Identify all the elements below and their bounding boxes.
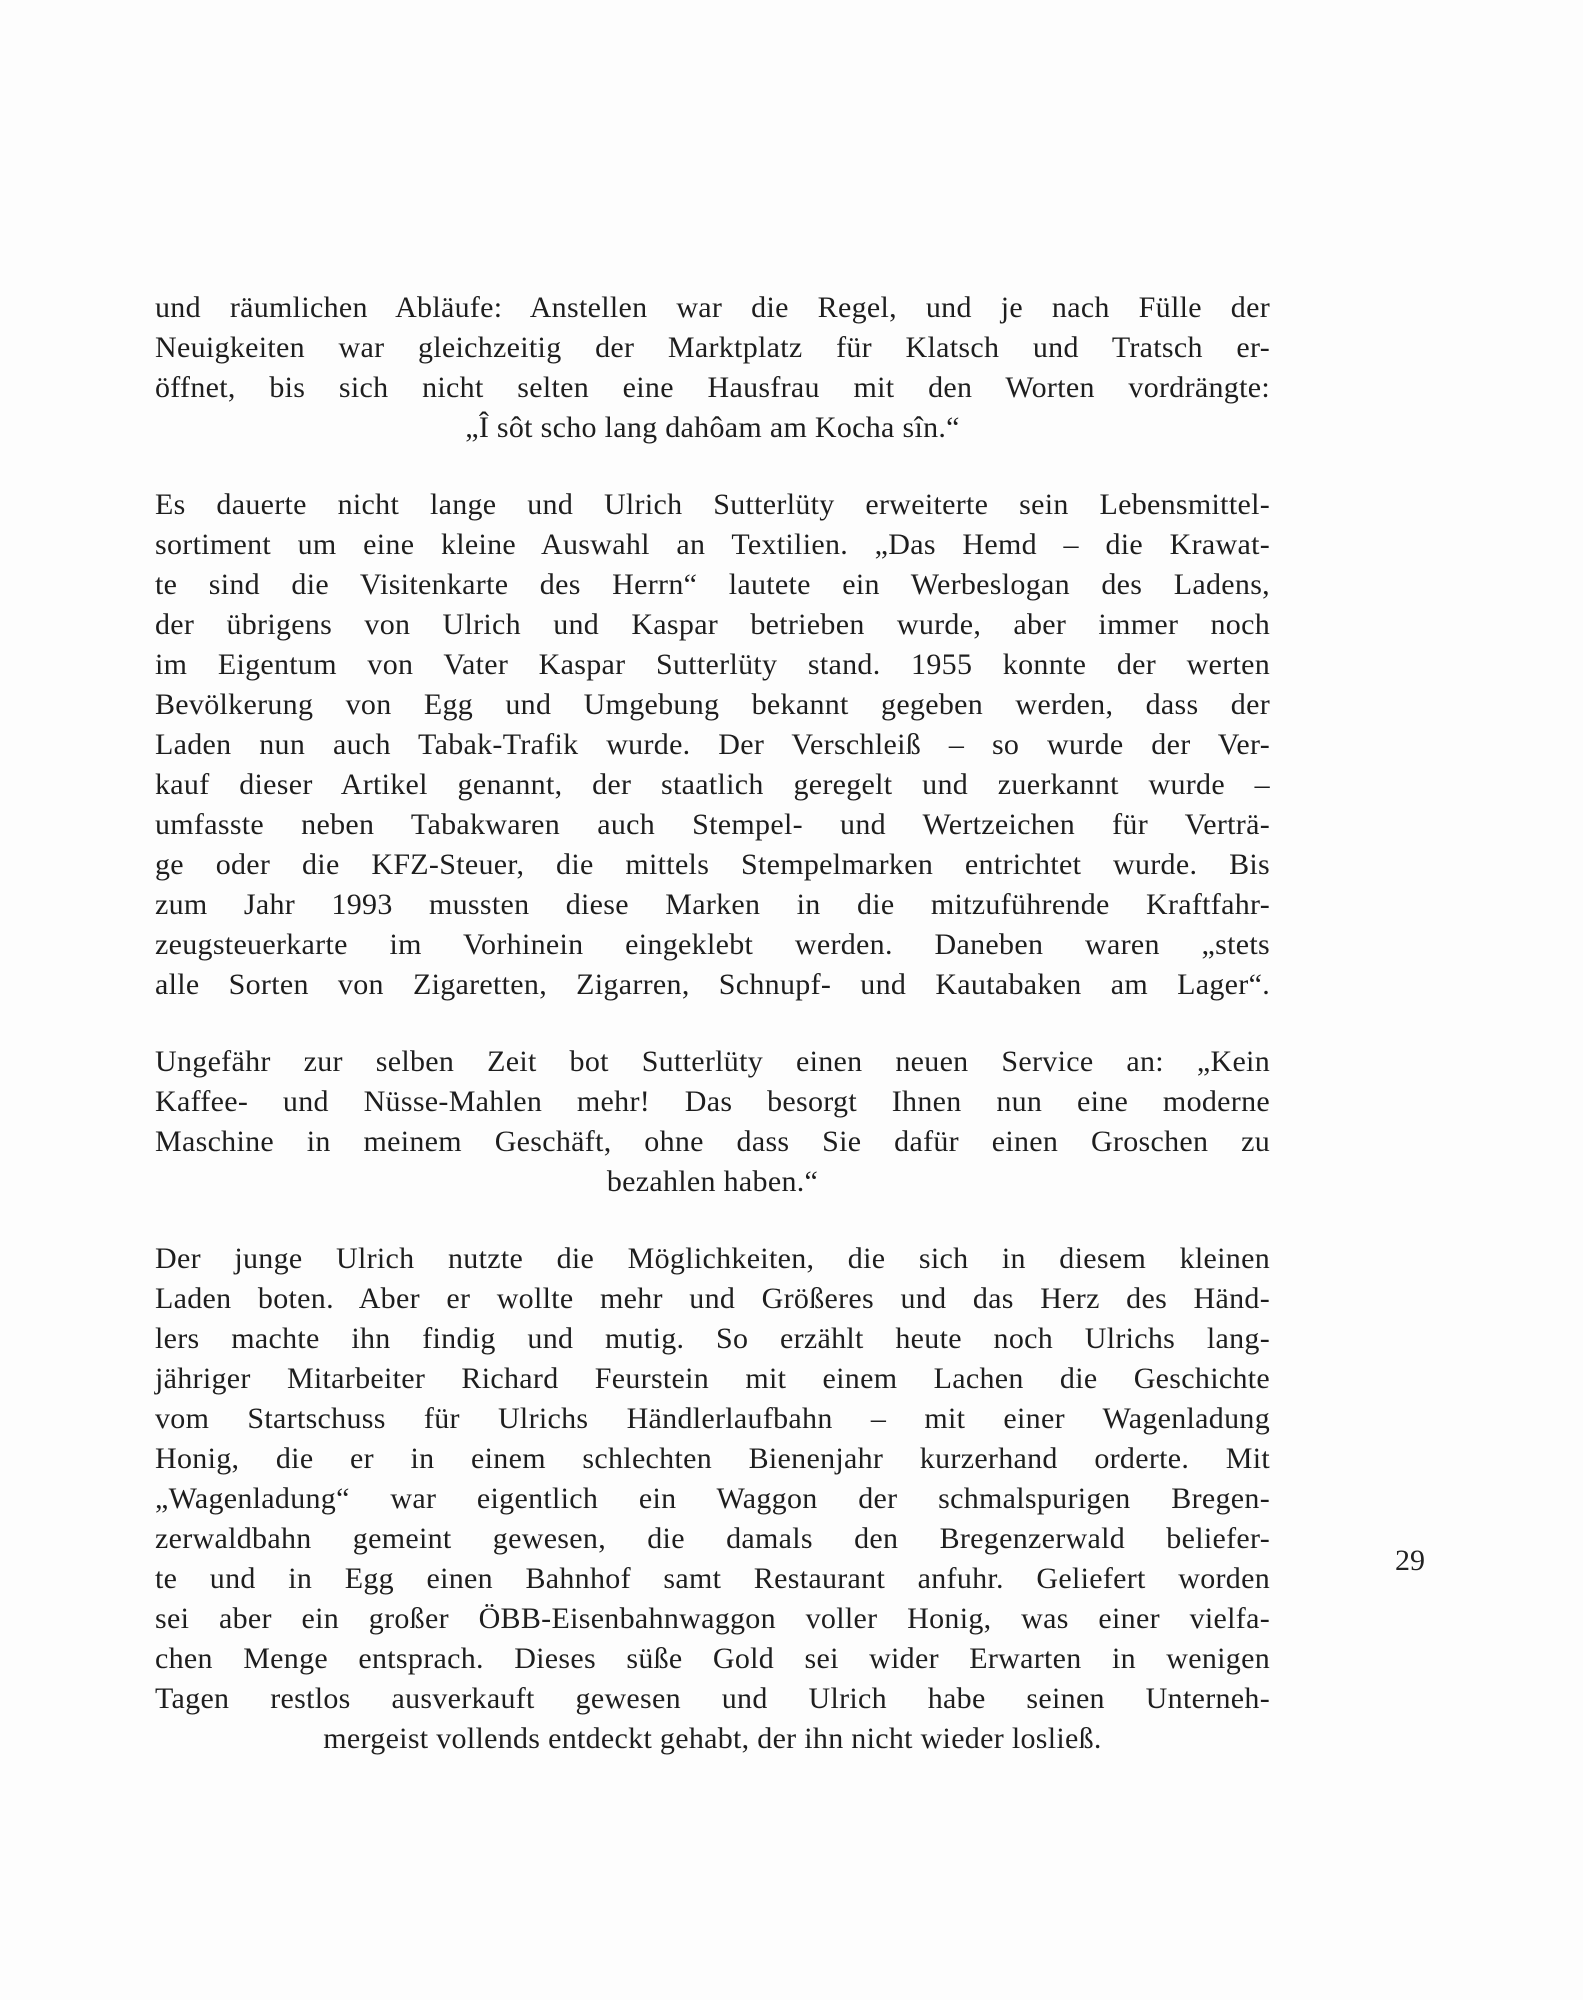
paragraph bbox=[155, 485, 1270, 1005]
text-line: Der junge Ulrich nutzte die Möglichkeiten, die sich in diesem kleinen bbox=[155, 1242, 1270, 1275]
text-line: umfasste neben Tabakwaren auch Stempel- und Wertzeichen für Verträ- bbox=[155, 808, 1270, 841]
text-line: „Î sôt scho lang dahôam am Kocha sîn.“ bbox=[465, 411, 960, 444]
text-line: sortiment um eine kleine Auswahl an Textilien. „Das Hemd – die Krawat- bbox=[155, 528, 1270, 561]
text-line: te sind die Visitenkarte des Herrn“ lautete ein Werbeslogan des Ladens, bbox=[155, 568, 1270, 601]
text-line: mergeist vollends entdeckt gehabt, der ihn nicht wieder losließ. bbox=[323, 1722, 1102, 1755]
text-line: Honig, die er in einem schlechten Bienenjahr kurzerhand orderte. Mit bbox=[155, 1442, 1270, 1475]
text-line: „Wagenladung“ war eigentlich ein Waggon der schmalspurigen Bregen- bbox=[155, 1482, 1270, 1515]
text-line: Maschine in meinem Geschäft, ohne dass Sie dafür einen Groschen zu bbox=[155, 1125, 1270, 1158]
text-line: ge oder die KFZ-Steuer, die mittels Stempelmarken entrichtet wurde. Bis bbox=[155, 848, 1270, 881]
text-line: chen Menge entsprach. Dieses süße Gold sei wider Erwarten in wenigen bbox=[155, 1642, 1270, 1675]
text-block bbox=[155, 288, 1270, 1796]
paragraph bbox=[155, 288, 1270, 448]
text-line: Es dauerte nicht lange und Ulrich Sutterlüty erweiterte sein Lebensmittel- bbox=[155, 488, 1270, 521]
text-line: Neuigkeiten war gleichzeitig der Marktplatz für Klatsch und Tratsch er- bbox=[155, 331, 1270, 364]
text-line: öffnet, bis sich nicht selten eine Hausfrau mit den Worten vordrängte: bbox=[155, 371, 1270, 404]
text-line: kauf dieser Artikel genannt, der staatlich geregelt und zuerkannt wurde – bbox=[155, 768, 1270, 801]
text-line: zeugsteuerkarte im Vorhinein eingeklebt werden. Daneben waren „stets bbox=[155, 928, 1270, 961]
text-line: zum Jahr 1993 mussten diese Marken in die mitzuführende Kraftfahr- bbox=[155, 888, 1270, 921]
text-line: Tagen restlos ausverkauft gewesen und Ulrich habe seinen Unterneh- bbox=[155, 1682, 1270, 1715]
text-line: und räumlichen Abläufe: Anstellen war die Regel, und je nach Fülle der bbox=[155, 291, 1270, 324]
text-line: sei aber ein großer ÖBB-Eisenbahnwaggon voller Honig, was einer vielfa- bbox=[155, 1602, 1270, 1635]
paragraph bbox=[155, 1239, 1270, 1759]
text-line: im Eigentum von Vater Kaspar Sutterlüty stand. 1955 konnte der werten bbox=[155, 648, 1270, 681]
page-number: 29 bbox=[1395, 1544, 1425, 1577]
text-line: lers machte ihn findig und mutig. So erzählt heute noch Ulrichs lang- bbox=[155, 1322, 1270, 1355]
text-line: vom Startschuss für Ulrichs Händlerlaufbahn – mit einer Wagenladung bbox=[155, 1402, 1270, 1435]
text-line: bezahlen haben.“ bbox=[606, 1165, 819, 1198]
text-line: zerwaldbahn gemeint gewesen, die damals den Bregenzerwald beliefer- bbox=[155, 1522, 1270, 1555]
text-line: te und in Egg einen Bahnhof samt Restaurant anfuhr. Geliefert worden bbox=[155, 1562, 1270, 1595]
text-line: Ungefähr zur selben Zeit bot Sutterlüty einen neuen Service an: „Kein bbox=[155, 1045, 1270, 1078]
text-line: Laden nun auch Tabak-Trafik wurde. Der Verschleiß – so wurde der Ver- bbox=[155, 728, 1270, 761]
text-line: Kaffee- und Nüsse-Mahlen mehr! Das besorgt Ihnen nun eine moderne bbox=[155, 1085, 1270, 1118]
text-line: alle Sorten von Zigaretten, Zigarren, Schnupf- und Kautabaken am Lager“. bbox=[155, 968, 1270, 1001]
text-line: Bevölkerung von Egg und Umgebung bekannt gegeben werden, dass der bbox=[155, 688, 1270, 721]
paragraph bbox=[155, 1042, 1270, 1202]
text-line: Laden boten. Aber er wollte mehr und Größeres und das Herz des Händ- bbox=[155, 1282, 1270, 1315]
text-line: der übrigens von Ulrich und Kaspar betrieben wurde, aber immer noch bbox=[155, 608, 1270, 641]
text-line: jähriger Mitarbeiter Richard Feurstein mit einem Lachen die Geschichte bbox=[155, 1362, 1270, 1395]
